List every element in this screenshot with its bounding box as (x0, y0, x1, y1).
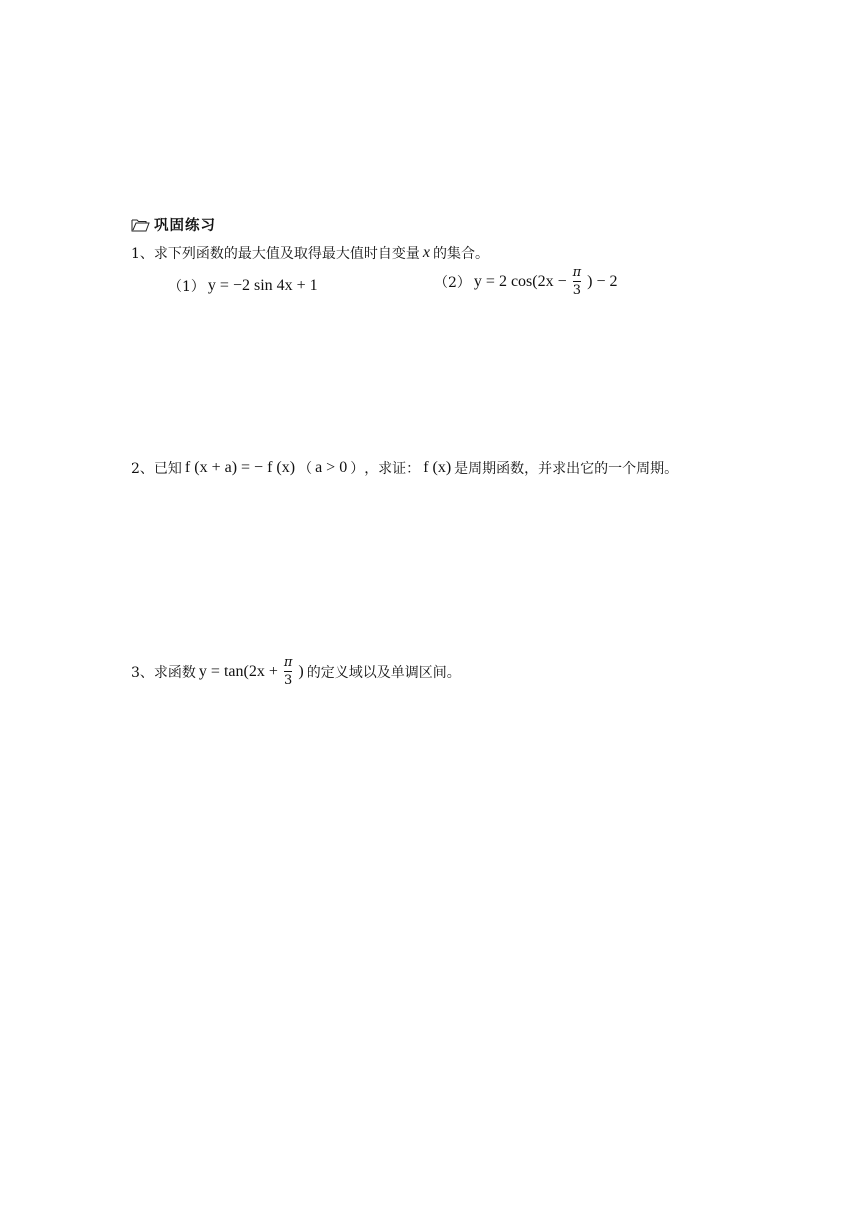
question-2-text-1: 已知 (153, 461, 182, 477)
question-1-number: 1、 (131, 246, 154, 262)
question-1-variable: x (422, 244, 431, 261)
question-2-text-2: ，求证： (364, 461, 421, 477)
question-1-text-after: 的集合。 (433, 246, 490, 262)
question-2-formula-2: f (x) (423, 459, 452, 476)
question-2-paren-close: ） (350, 461, 365, 477)
question-2 (131, 458, 678, 478)
question-1 (131, 243, 489, 263)
part-2-formula-prefix: y = 2 cos(2x − (473, 272, 567, 290)
section-heading-text: 巩固练习 (154, 217, 216, 234)
question-1-part-2 (434, 266, 621, 297)
question-2-condition: a > 0 (315, 459, 348, 476)
question-2-number: 2、 (131, 461, 154, 477)
question-3-formula-prefix: y = tan(2x + (198, 662, 278, 680)
question-3-number: 3、 (131, 664, 154, 681)
folder-icon (131, 218, 150, 232)
section-heading (131, 214, 216, 235)
question-2-text-3: 是周期函数，并求出它的一个周期。 (454, 461, 679, 477)
question-3-text-1: 求函数 (153, 664, 196, 681)
part-2-formula-suffix: ) − 2 (587, 272, 618, 290)
part-1-label: （1） (168, 279, 205, 295)
question-1-part-1 (168, 276, 321, 296)
question-2-formula-1: f (x + a) = − f (x) (184, 459, 296, 476)
question-2-paren-open: （ (298, 461, 313, 477)
part-1-formula: y = −2 sin 4x + 1 (207, 277, 318, 294)
question-3-text-2: 的定义域以及单调区间。 (306, 664, 461, 681)
question-3-fraction-numerator: π (283, 655, 293, 670)
part-2-label: （2） (434, 274, 471, 291)
question-3 (131, 656, 461, 687)
question-1-text-before: 求下列函数的最大值及取得最大值时自变量 (153, 246, 420, 262)
question-3-fraction-denominator: 3 (283, 673, 293, 688)
question-3-fraction (283, 656, 294, 687)
part-2-fraction-denominator: 3 (572, 283, 582, 298)
part-2-fraction (572, 266, 583, 297)
question-3-formula-suffix: ) (298, 662, 304, 680)
part-2-fraction-numerator: π (572, 265, 582, 280)
